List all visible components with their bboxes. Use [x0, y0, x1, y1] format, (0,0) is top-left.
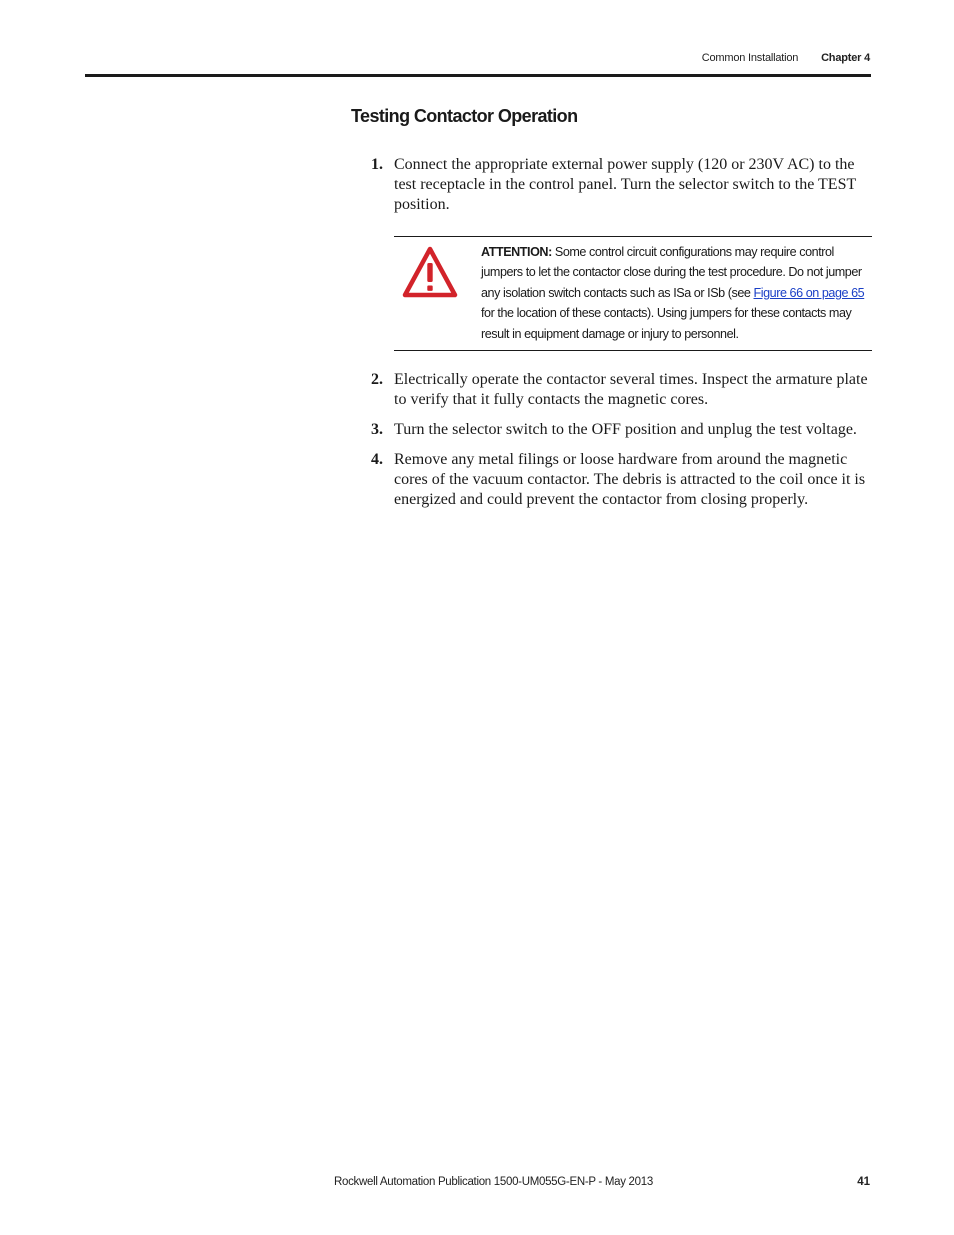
step-text: Electrically operate the contactor several times. Inspect the armature plate to verify that it fully contacts the magnetic cores. — [394, 371, 868, 408]
step-number: 2. — [371, 371, 383, 388]
step-text: Connect the appropriate external power supply (120 or 230V AC) to the test receptacle in the control panel. Turn the selector switch to the TEST position. — [394, 156, 856, 213]
step-number: 4. — [371, 451, 383, 468]
step-list-start — [371, 155, 871, 215]
warning-triangle-icon — [402, 246, 458, 298]
step-number: 1. — [371, 156, 383, 173]
footer-publication: Rockwell Automation Publication 1500-UM055G-EN-P - May 2013 — [334, 1176, 653, 1188]
step-text: Remove any metal filings or loose hardware from around the magnetic cores of the vacuum contactor. The debris is attracted to the coil once it is energized and could prevent the contactor from closing properly. — [394, 451, 866, 508]
step-list-continued — [371, 370, 871, 520]
attention-body-after: for the location of these contacts). Using jumpers for these contacts may result in equipment damage or injury to personnel. — [481, 306, 852, 341]
figure-reference-link[interactable]: Figure 66 on page 65 — [753, 285, 865, 300]
step-item — [371, 155, 871, 215]
step-item — [371, 450, 871, 510]
header-section-title: Common Installation — [701, 52, 799, 64]
attention-body-before: Some control circuit configurations may require control jumpers to let the contactor close during the test procedure. Do not jumper any isolation switch contacts such as ISa or ISb (see — [481, 245, 862, 300]
attention-callout — [394, 236, 872, 351]
running-header — [702, 52, 870, 64]
step-text: Turn the selector switch to the OFF position and unplug the test voltage. — [394, 421, 857, 438]
header-chapter-label: Chapter 4 — [821, 52, 870, 64]
section-heading: Testing Contactor Operation — [351, 106, 578, 126]
step-item — [371, 370, 871, 410]
step-number: 3. — [371, 421, 383, 438]
page-number: 41 — [857, 1176, 870, 1188]
attention-label: ATTENTION: — [481, 245, 552, 259]
header-divider — [85, 74, 871, 77]
step-item — [371, 420, 871, 440]
attention-text — [481, 242, 866, 344]
